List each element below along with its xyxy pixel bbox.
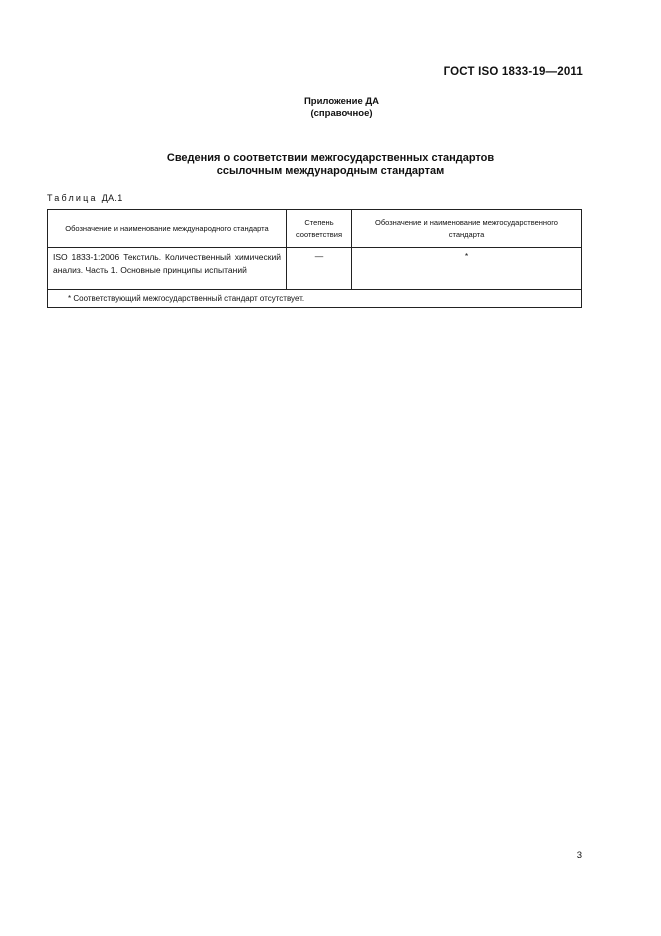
cell-degree: — [287,248,352,290]
table-label-number: ДА.1 [101,193,123,203]
appendix-heading [0,96,661,120]
cell-international: ISO 1833-1:2006 Текстиль. Количественный химический анализ. Часть 1. Основные принципы испытаний [48,248,287,290]
page-number: 3 [576,850,582,861]
section-title [0,152,661,178]
cell-interstate: * [352,248,582,290]
table-footnote-row [48,290,582,308]
section-title-line1: Сведения о соответствии межгосударственных стандартов [166,152,495,164]
table-header-row [48,210,582,248]
table-label [47,193,123,203]
section-title-line2: ссылочным международным стандартам [216,165,445,177]
standards-table [47,209,582,308]
appendix-title: Приложение ДА [303,96,380,107]
header-degree: Степень соответствия [287,210,352,248]
appendix-subtitle: (справочное) [310,108,373,119]
header-interstate: Обозначение и наименование межгосударственного стандарта [352,210,582,248]
table-row [48,248,582,290]
table-label-word: Таблица [47,193,98,203]
table-footnote: * Соответствующий межгосударственный стандарт отсутствует. [48,290,582,308]
header-international: Обозначение и наименование международного стандарта [48,210,287,248]
document-code: ГОСТ ISO 1833-19—2011 [443,66,583,78]
